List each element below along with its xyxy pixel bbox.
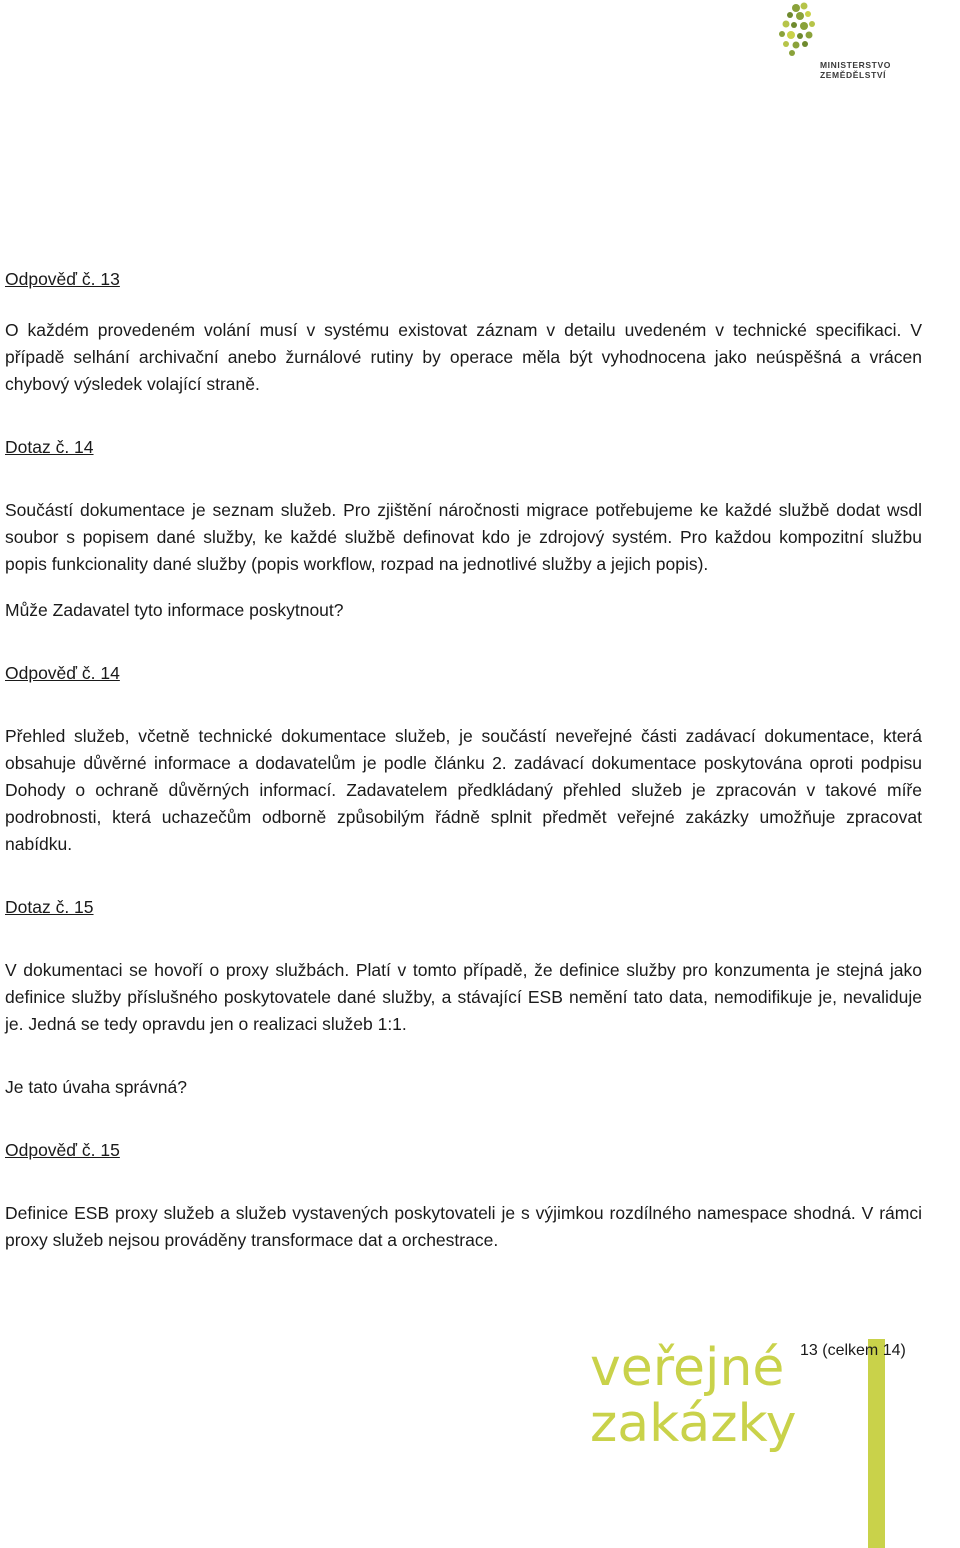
- question-15-text: V dokumentaci se hovoří o proxy službách. Platí v tomto případě, že definice služby pro konzumenta je stejná jako definice služby příslušného poskytovatele dané služby, a stávající ESB nemění tato data, nemodifikuje je, nevaliduje je. Jedná se tedy opravdu jen o realizaci služeb 1:1.: [5, 960, 922, 1034]
- logo-text: MINISTERSTVO ZEMĚDĚLSTVÍ: [820, 60, 891, 80]
- answer-13-heading: Odpověď č. 13: [5, 269, 120, 289]
- answer-14-heading: Odpověď č. 14: [5, 663, 120, 683]
- answer-14-text: Přehled služeb, včetně technické dokumentace služeb, je součástí neveřejné části zadávací dokumentace, která obsahuje důvěrné informace a dodavatelům je podle článku 2. zadávací dokumentace poskytována oproti podpisu Dohody o ochraně důvěrných informací. Zadavatelem předkládaný přehled služeb je zpracován v takové míře podrobnosti, která uchazečům odborně způsobilým řádně splnit předmět veřejné zakázky umožňuje zpracovat nabídku.: [5, 726, 922, 854]
- answer-13-text: O každém provedeném volání musí v systému existovat záznam v detailu uvedeném v technické specifikaci. V případě selhání archivační anebo žurnálové rutiny by operace měla být vyhodnocena jako neúspěšná a vrácen chybový výsledek volající straně.: [5, 320, 922, 394]
- footer-accent-bar: [868, 1339, 885, 1548]
- answer-15-text: Definice ESB proxy služeb a služeb vystavených poskytovateli je s výjimkou rozdílného namespace shodná. V rámci proxy služeb nejsou prováděny transformace dat a orchestrace.: [5, 1203, 922, 1250]
- question-15-heading: Dotaz č. 15: [5, 897, 94, 917]
- footer-brand-line2: zakázky: [590, 1394, 797, 1454]
- question-14-query: Může Zadavatel tyto informace poskytnout?: [5, 600, 344, 620]
- footer-brand-line1: veřejné: [590, 1338, 785, 1398]
- document-body: [5, 266, 922, 1254]
- ministry-logo: [774, 0, 960, 84]
- leaf-cluster-icon: [774, 0, 844, 62]
- footer-brand: [590, 1340, 797, 1452]
- answer-15-heading: Odpověď č. 15: [5, 1140, 120, 1160]
- page-number: 13 (celkem 14): [800, 1342, 906, 1359]
- question-14-text: Součástí dokumentace je seznam služeb. Pro zjištění náročnosti migrace potřebujeme ke každé službě dodat wsdl soubor s popisem dané služby, ke každé službě definovat kdo je zdrojový systém. Pro každou kompozitní službu popis funkcionality dané služby (popis workflow, rozpad na jednotlivé služby a jejich popis).: [5, 500, 922, 574]
- question-15-query: Je tato úvaha správná?: [5, 1077, 187, 1097]
- question-14-heading: Dotaz č. 14: [5, 437, 94, 457]
